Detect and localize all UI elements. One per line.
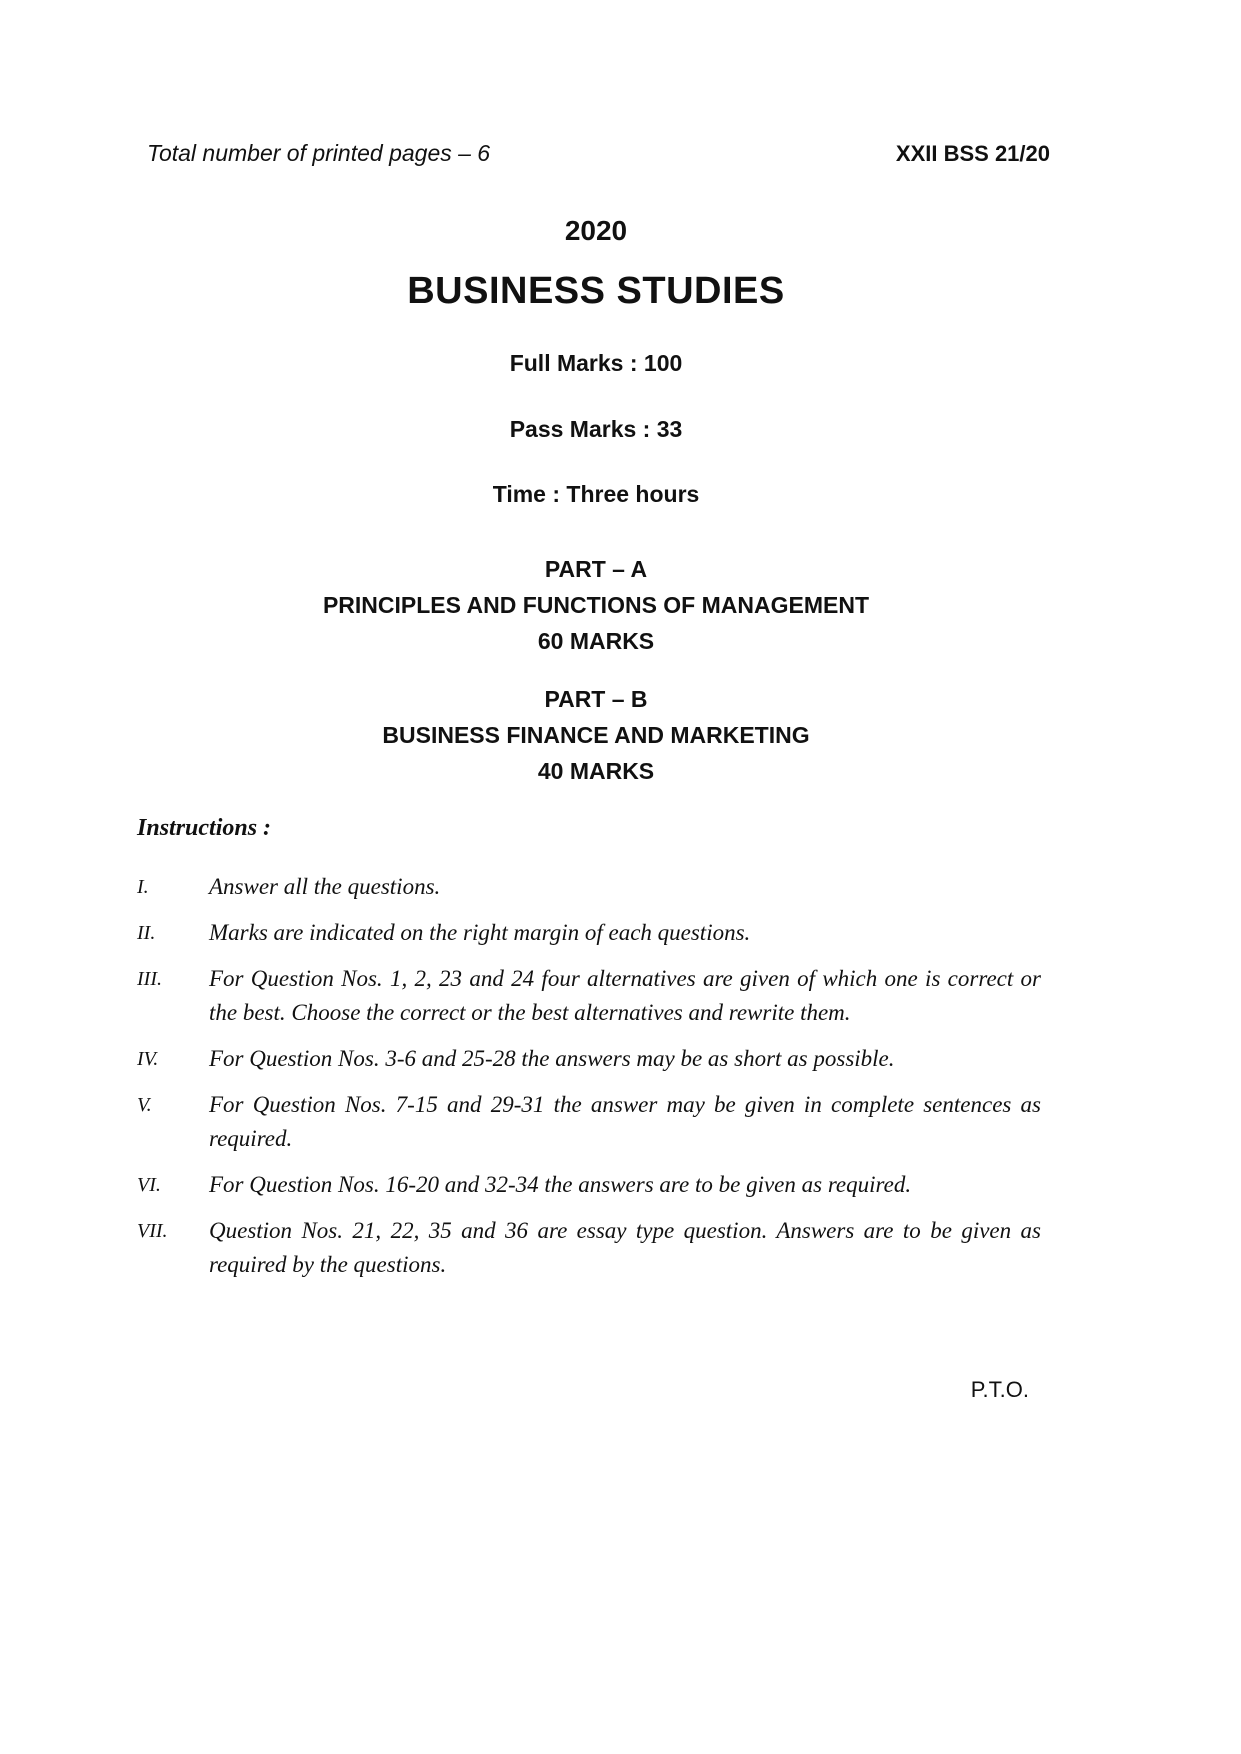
part-b-marks: 40 MARKS <box>537 758 655 784</box>
instruction-text: Answer all the questions. <box>209 874 441 899</box>
subject-title: BUSINESS STUDIES <box>407 270 785 312</box>
paper-code: XXII BSS 21/20 <box>895 141 1050 166</box>
instruction-number: I. <box>137 876 149 898</box>
instructions-list <box>137 870 1041 1294</box>
instruction-item <box>137 1088 1041 1156</box>
instruction-number: II. <box>137 922 156 944</box>
printed-pages-note: Total number of printed pages – 6 <box>147 140 491 166</box>
instruction-text: For Question Nos. 16-20 and 32-34 the answers are to be given as required. <box>209 1172 912 1197</box>
part-b-name: BUSINESS FINANCE AND MARKETING <box>382 722 810 748</box>
instruction-item <box>137 962 1041 1030</box>
instruction-number: IV. <box>137 1048 159 1070</box>
part-b-block <box>0 681 1192 789</box>
instruction-item <box>137 1214 1041 1282</box>
pass-marks: Pass Marks : 33 <box>509 416 683 442</box>
instruction-number: V. <box>137 1094 152 1116</box>
instruction-item <box>137 1168 1041 1202</box>
instruction-item <box>137 870 1041 904</box>
instruction-number: III. <box>137 968 162 990</box>
instruction-item <box>137 916 1041 950</box>
full-marks: Full Marks : 100 <box>509 350 683 376</box>
part-a-name: PRINCIPLES AND FUNCTIONS OF MANAGEMENT <box>322 592 870 618</box>
please-turn-over: P.T.O. <box>970 1377 1029 1402</box>
part-a-label: PART – A <box>544 556 648 582</box>
instruction-text: Question Nos. 21, 22, 35 and 36 are essay type question. Answers are to be given as required by the questions. <box>209 1218 1041 1277</box>
instruction-number: VII. <box>137 1220 168 1242</box>
instruction-item <box>137 1042 1041 1076</box>
part-a-marks: 60 MARKS <box>537 628 655 654</box>
instruction-text: Marks are indicated on the right margin of each questions. <box>209 920 751 945</box>
instruction-text: For Question Nos. 1, 2, 23 and 24 four alternatives are given of which one is correct or the best. Choose the correct or the best alternatives and rewrite them. <box>209 966 1041 1025</box>
exam-year: 2020 <box>564 215 628 246</box>
part-a-block <box>0 551 1192 659</box>
instruction-text: For Question Nos. 3-6 and 25-28 the answers may be as short as possible. <box>209 1046 895 1071</box>
instruction-number: VI. <box>137 1174 161 1196</box>
exam-time: Time : Three hours <box>492 481 700 507</box>
part-b-label: PART – B <box>544 686 648 712</box>
instruction-text: For Question Nos. 7-15 and 29-31 the answer may be given in complete sentences as required. <box>209 1092 1041 1151</box>
instructions-heading: Instructions : <box>137 815 272 841</box>
